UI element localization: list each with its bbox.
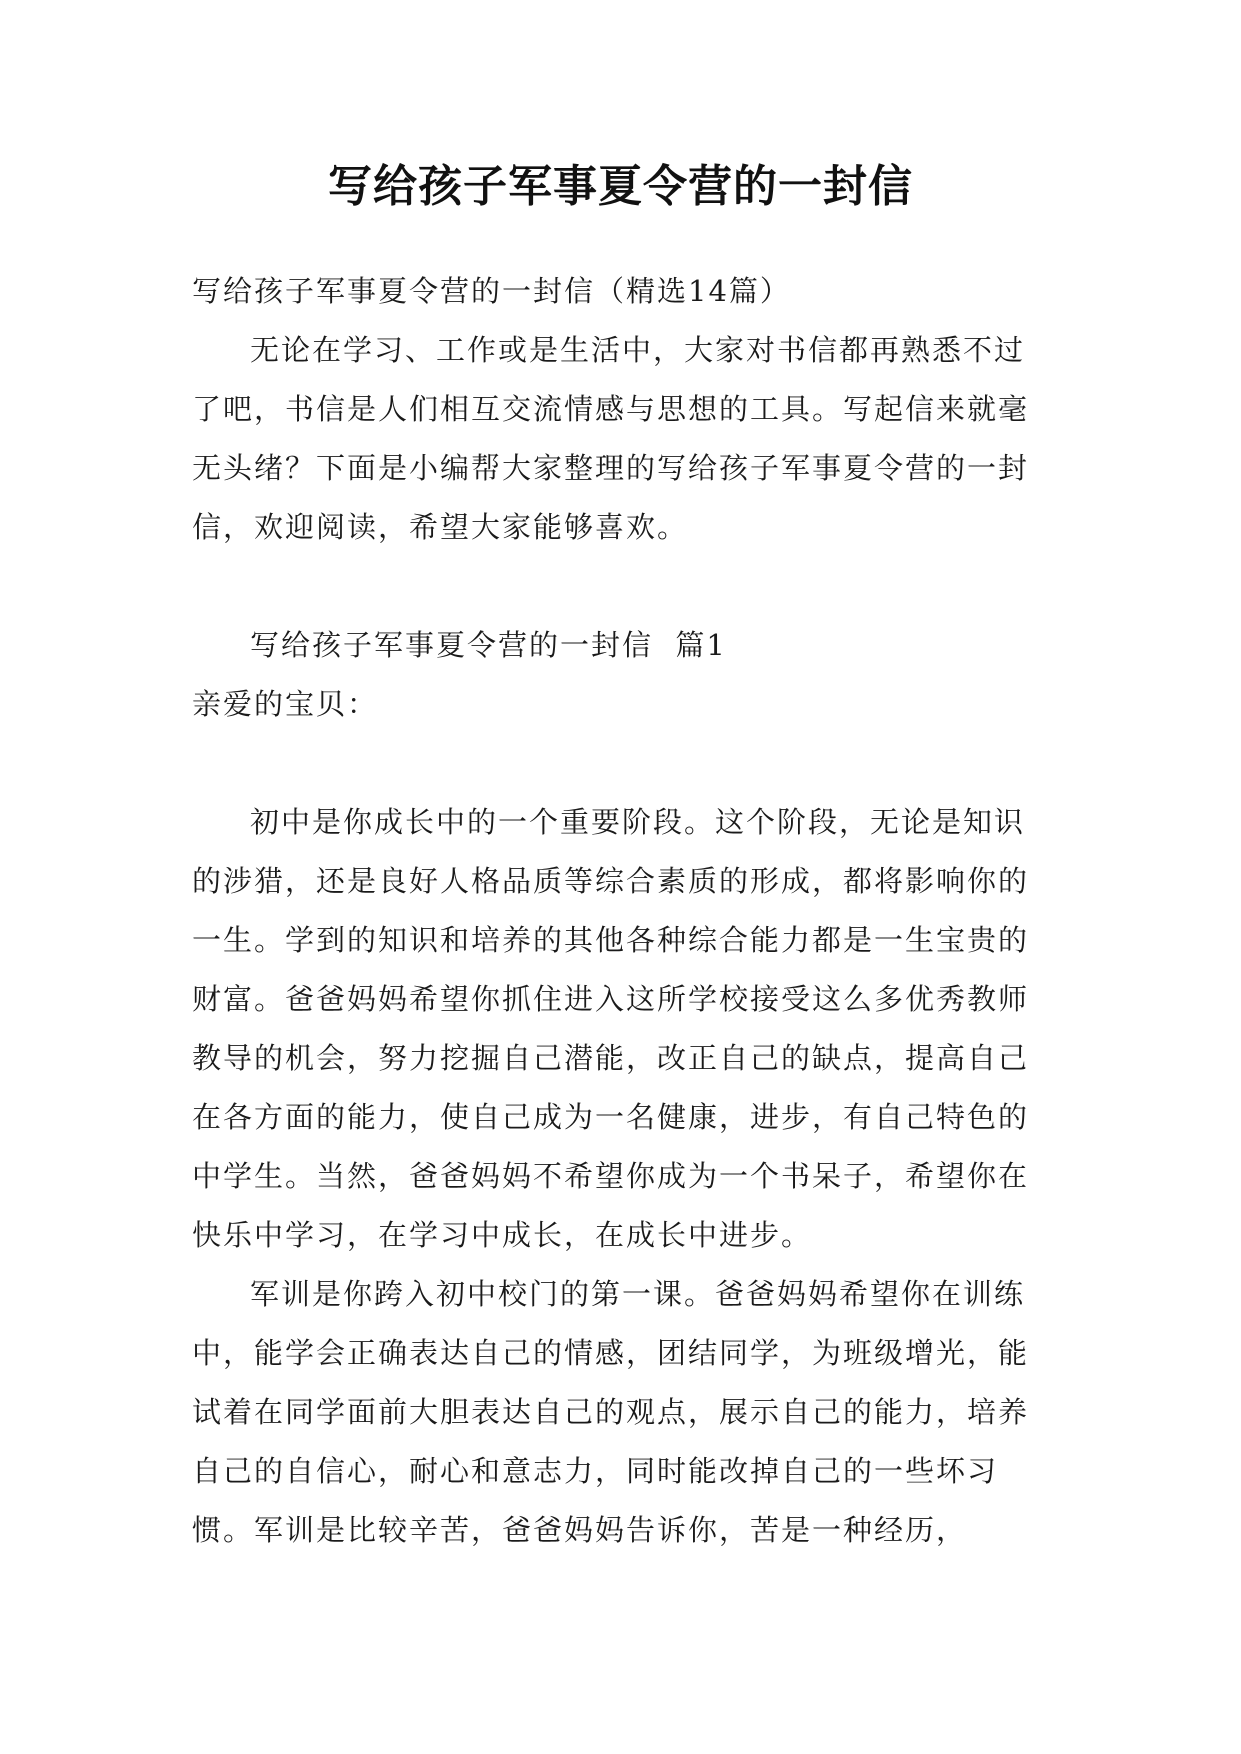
letter-paragraph-1: 初中是你成长中的一个重要阶段。这个阶段，无论是知识的涉猎，还是良好人格品质等综合素质的形成，都将影响你的一生。学到的知识和培养的其他各种综合能力都是一生宝贵的财富。爸爸妈妈希望你抓住进入这所学校接受这么多优秀教师教导的机会，努力挖掘自己潜能，改正自己的缺点，提高自己在各方面的能力，使自己成为一名健康，进步，有自己特色的中学生。当然，爸爸妈妈不希望你成为一个书呆子，希望你在快乐中学习，在学习中成长，在成长中进步。 [192,805,1030,1252]
section-heading: 写给孩子军事夏令营的一封信 篇1 [250,628,727,662]
document-title: 写给孩子军事夏令营的一封信 [328,161,913,212]
letter-paragraph-2: 军训是你跨入初中校门的第一课。爸爸妈妈希望你在训练中，能学会正确表达自己的情感，团结同学，为班级增光，能试着在同学面前大胆表达自己的观点，展示自己的能力，培养自己的自信心，耐心和意志力，同时能改掉自己的一些坏习惯。军训是比较辛苦，爸爸妈妈告诉你，苦是一种经历， [192,1277,1030,1547]
salutation: 亲爱的宝贝： [192,687,379,721]
spacer [192,557,1052,616]
intro-paragraph: 无论在学习、工作或是生活中，大家对书信都再熟悉不过了吧，书信是人们相互交流情感与思想的工具。写起信来就毫无头绪？下面是小编帮大家整理的写给孩子军事夏令营的一封信，欢迎阅读，希望大家能够喜欢。 [192,333,1030,544]
document-body [192,262,1052,1560]
document-subtitle: 写给孩子军事夏令营的一封信（精选14篇） [192,274,791,308]
spacer [192,734,1052,793]
